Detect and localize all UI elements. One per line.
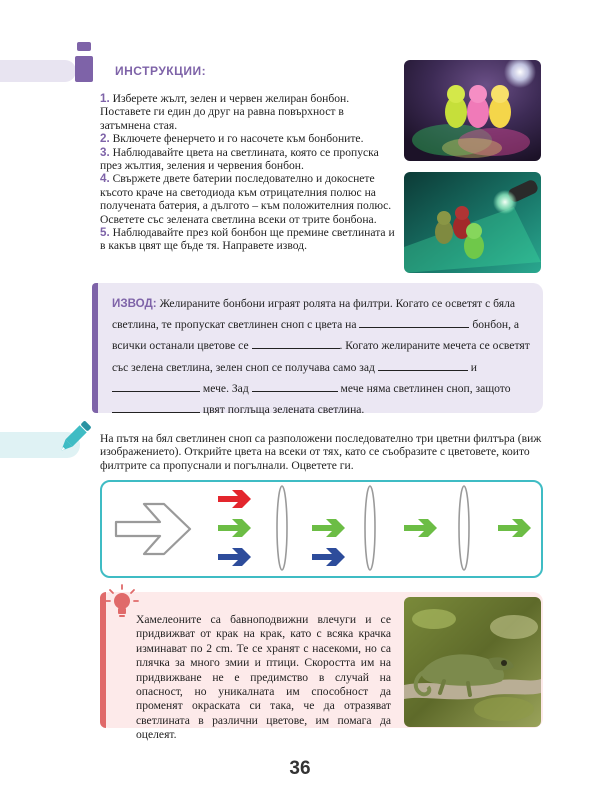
filter-2-lens	[365, 486, 375, 570]
incoming-rgb-arrows-icon	[218, 490, 251, 566]
chameleon-photo	[404, 597, 541, 727]
pencil-icon	[54, 418, 94, 458]
step-item: 2. Включете фенерчето и го насочете към бонбоните.	[100, 132, 364, 146]
fact-text: Хамелеоните са бавноподвижни влечуги и се придвижват от крак на крак, като с всяка крачка изминават по 2 cm. Те се хранят с насекоми, но са плячка за много змии и птици. Скоростта им на придвижване не е предимство в случай на опасност, но уникалната им способност да променят окраската си така, че да отразяват светлината в различни цветове, им помага да оцелеят.	[136, 613, 391, 742]
page-number: 36	[289, 758, 311, 779]
conclusion-text: ИЗВОД: Желираните бонбони играят ролята на филтри. Когато се осветят с бяла светлина, те пропускат светлинен сноп с цвета на бонбон, а всички останали цветове се . Когато желираните мечета се осветят със зелена светлина, зелен сноп се получава само зад и мече. Зад мече няма светлинен сноп, защото цвят поглъща зелената светлина.	[112, 297, 530, 417]
step-item: 4. Свържете двете батерии последователно и докоснете късото краче на светодиода към отрицателния полюс на получената батерия, а дългото – към положителния полюс. Осветете със зелената светлина всеки от трите бонбона.	[100, 172, 392, 226]
filter-3-lens	[459, 486, 469, 570]
fill-in-blank[interactable]	[359, 317, 469, 328]
step-item: 1. Изберете жълт, зелен и червен желиран бонбон. Поставете ги един до друг на равна повърхност в затъмнена стая.	[100, 92, 350, 132]
lightbulb-icon	[104, 583, 140, 619]
after-filter-2-arrow-icon	[404, 519, 437, 537]
filter-1-lens	[277, 486, 287, 570]
fill-in-blank[interactable]	[378, 360, 468, 371]
step-item: 3. Наблюдавайте цвета на светлината, която се пропуска през жълтия, зеления и червения бонбон.	[100, 145, 379, 173]
instructions-list	[100, 92, 396, 253]
step-item: 5. Наблюдавайте през кой бонбон ще премине светлината и в какъв цвят ще бъде тя. Направете извод.	[100, 226, 395, 253]
fill-in-blank[interactable]	[112, 402, 200, 413]
info-icon	[72, 42, 98, 82]
white-light-arrow-icon	[116, 504, 190, 554]
task-text: На пътя на бял светлинен сноп са разположени последователно три цветни филтъра (виж изображението). Открийте цвета на всеки от тях, като се съобразите с цветовете, които филтрите са пропуснали и погълнали. Оцветете ги.	[100, 432, 542, 472]
fill-in-blank[interactable]	[112, 381, 200, 392]
gummy-bears-white-light-photo	[404, 60, 541, 161]
gummy-bears-green-light-photo	[404, 172, 541, 273]
conclusion-label: ИЗВОД:	[112, 297, 157, 310]
fill-in-blank[interactable]	[252, 338, 340, 349]
after-filter-3-arrow-icon	[498, 519, 531, 537]
fill-in-blank[interactable]	[252, 381, 338, 392]
filter-diagram	[100, 480, 543, 578]
after-filter-1-arrows-icon	[312, 519, 345, 566]
instructions-title: ИНСТРУКЦИИ:	[115, 64, 207, 78]
header-tab-band	[0, 60, 76, 82]
